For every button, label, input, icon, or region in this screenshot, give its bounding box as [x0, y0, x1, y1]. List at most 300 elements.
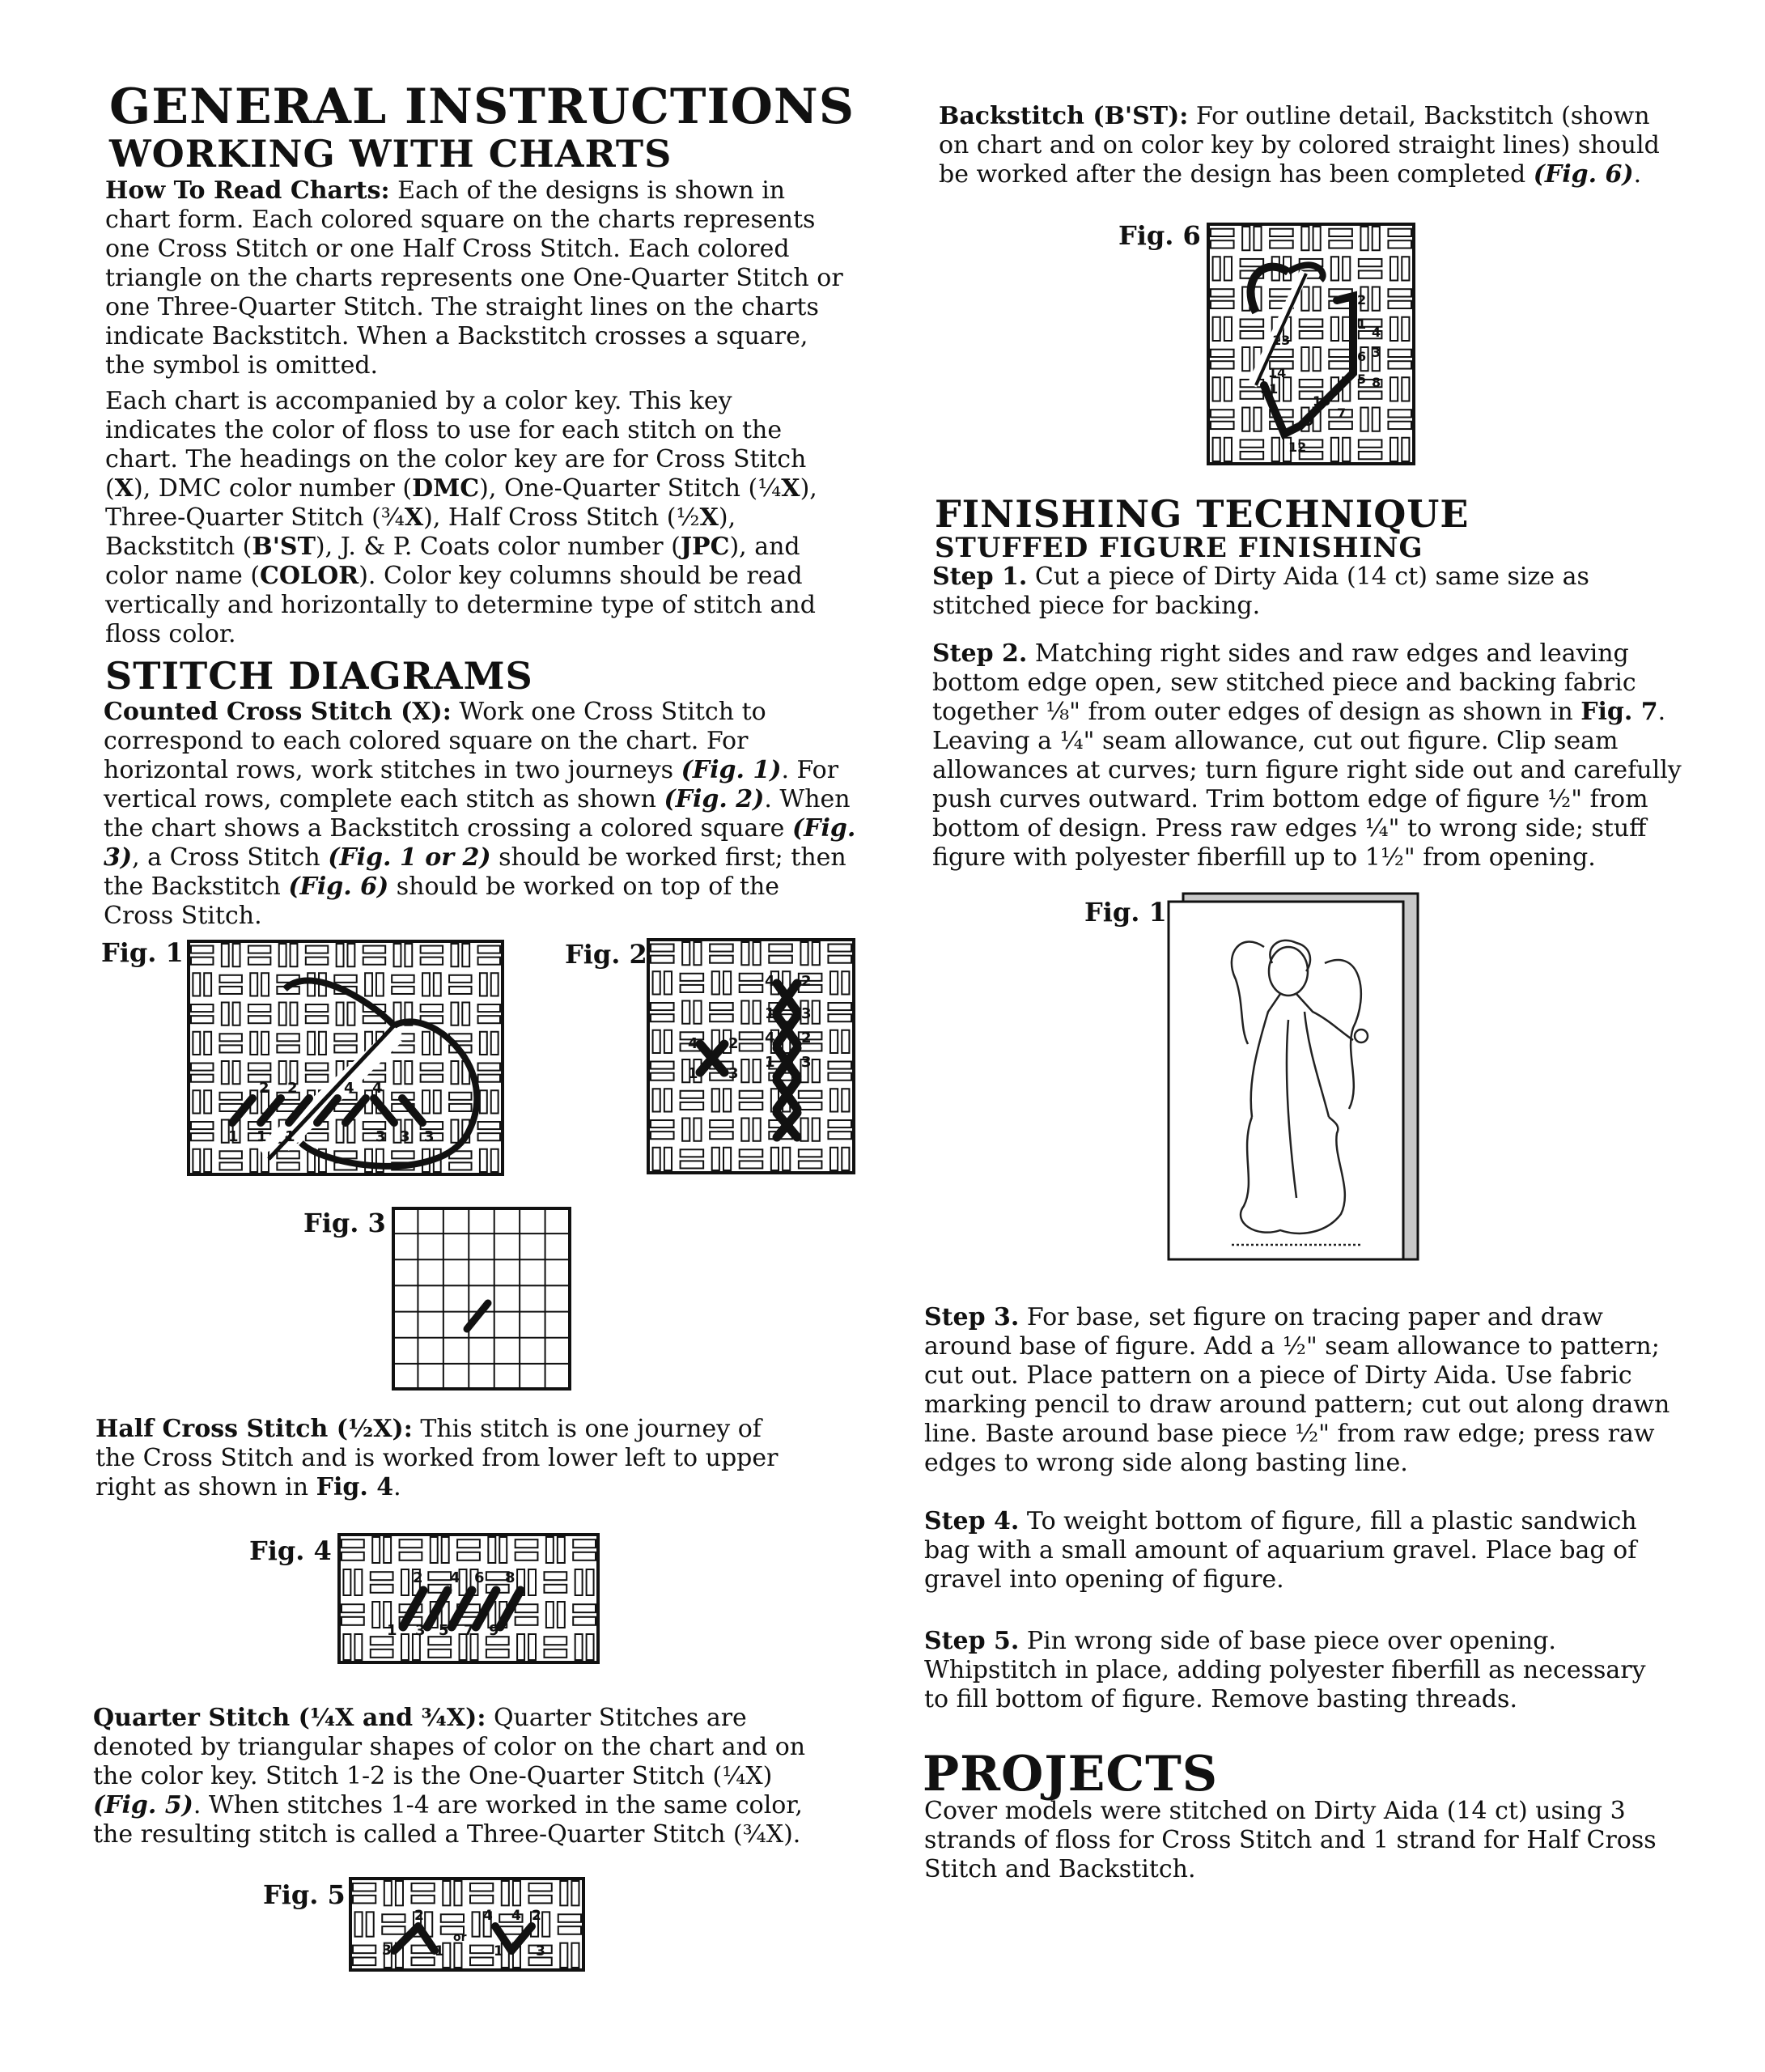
weave-cell	[653, 971, 672, 994]
fig2-num: 3	[801, 1054, 812, 1071]
weave-cell	[279, 944, 298, 966]
weave-cell	[741, 1001, 760, 1024]
weave-cell	[365, 973, 384, 996]
weave-cell	[480, 1032, 499, 1055]
weave-cell	[248, 946, 270, 965]
weave-cell	[451, 944, 469, 966]
weave-cell	[400, 1539, 422, 1560]
weave-cell	[681, 974, 704, 992]
weave-cell	[1388, 350, 1411, 369]
step2-text-1: Matching right sides and raw edges and leaving bottom edge open, sew stitched piece and backing fabric together ⅛" from outer edges of design as shown in	[932, 639, 1636, 726]
weave-cell	[382, 1914, 405, 1934]
fig6-num: 10	[1313, 393, 1331, 409]
stitch-diagrams-heading: STITCH DIAGRAMS	[105, 654, 533, 698]
weave-cell	[421, 1064, 443, 1082]
fig1-label: Fig. 1	[101, 937, 184, 968]
weave-cell	[480, 973, 499, 996]
weave-cell	[558, 1914, 581, 1934]
fig1-finishing-label: Fig. 1	[1084, 897, 1167, 928]
weave-cell	[681, 1091, 704, 1110]
color-key-text-2: ), DMC color number (	[134, 474, 413, 503]
color-key-bold-3: X	[781, 474, 800, 503]
fig1-num: 1	[257, 1128, 267, 1145]
fig4-num: 8	[505, 1569, 515, 1586]
weave-cell	[488, 1537, 507, 1563]
weave-cell	[712, 971, 731, 994]
weave-cell	[544, 1572, 566, 1593]
weave-cell	[422, 1090, 441, 1113]
weave-cell	[353, 1883, 375, 1904]
backstitch-lead: Backstitch (B'ST):	[939, 102, 1189, 130]
counted-ref-4: (Fig. 1 or 2)	[328, 843, 491, 872]
weave-cell	[799, 1091, 822, 1110]
weave-cell	[422, 973, 441, 996]
weave-cell	[830, 1148, 849, 1170]
weave-cell	[1213, 438, 1232, 461]
fig5-num: or	[453, 1931, 467, 1944]
counted-text-6: should be worked on top of the Cross Stitch.	[104, 873, 780, 930]
weave-cell	[308, 1032, 326, 1055]
fig2-num: 4	[765, 973, 775, 990]
fig4-num: 9	[489, 1622, 499, 1639]
weave-cell	[279, 1003, 298, 1025]
weave-cell	[353, 1946, 375, 1966]
backstitch-ref: (Fig. 6)	[1533, 160, 1634, 189]
half-cross-lead: Half Cross Stitch (½X):	[95, 1415, 413, 1443]
weave-cell	[651, 1120, 674, 1139]
weave-cell	[193, 973, 211, 996]
step1-text: Cut a piece of Dirty Aida (14 ct) same size as stitched piece for backing.	[932, 563, 1589, 620]
fig5-num: 3	[536, 1943, 545, 1959]
weave-cell	[1388, 289, 1411, 308]
fig1-num: 4	[372, 1080, 383, 1097]
step4-paragraph	[924, 1507, 1677, 1594]
fig5-num: 2	[532, 1908, 541, 1924]
weave-cell	[681, 1149, 704, 1168]
color-key-bold-4: X	[404, 503, 424, 532]
page-title: GENERAL INSTRUCTIONS	[109, 79, 855, 135]
color-key-bold-1: X	[114, 474, 134, 503]
backstitch-text-1: For outline detail, Backstitch (shown on chart and on color key by colored straight lines) should be worked after the design has been completed	[939, 102, 1660, 189]
weave-cell	[191, 946, 213, 965]
counted-ref-2: (Fig. 2)	[664, 785, 765, 813]
counted-cross-stitch-paragraph	[104, 698, 856, 931]
weave-cell	[1213, 257, 1232, 280]
weave-cell	[478, 1122, 500, 1140]
weave-cell	[653, 1089, 672, 1111]
step5-text: Pin wrong side of base piece over opening. Whipstitch in place, adding polyester fiberfill as necessary to fill bottom of figure. Remove basting threads.	[924, 1627, 1646, 1713]
step4-lead: Step 4.	[924, 1507, 1020, 1535]
fig6-num: 13	[1272, 333, 1291, 348]
weave-cell	[1300, 319, 1323, 338]
weave-cell	[800, 942, 819, 965]
weave-cell	[428, 1637, 451, 1658]
projects-heading: PROJECTS	[923, 1746, 1219, 1802]
weave-cell	[1241, 319, 1264, 338]
weave-cell	[193, 1149, 211, 1172]
weave-cell	[653, 1030, 672, 1053]
fig6-num: 2	[1357, 292, 1367, 308]
weave-cell	[712, 1089, 731, 1111]
quarter-text-2: . When stitches 1-4 are worked in the same color, the resulting stitch is called a Three-Quarter Stitch (¾X).	[93, 1791, 803, 1849]
weave-cell	[478, 1004, 500, 1023]
weave-cell	[1331, 317, 1350, 341]
backstitch-paragraph	[939, 102, 1683, 189]
weave-cell	[741, 942, 760, 965]
working-with-charts-heading: WORKING WITH CHARTS	[109, 132, 672, 176]
weave-cell	[1241, 439, 1264, 459]
weave-cell	[1388, 410, 1411, 429]
fig6-num: 12	[1288, 439, 1307, 455]
weave-cell	[740, 1032, 763, 1051]
step3-lead: Step 3.	[924, 1303, 1020, 1331]
weave-cell	[560, 1943, 579, 1968]
fig2-num: 3	[801, 1005, 812, 1022]
weave-cell	[1301, 287, 1320, 311]
weave-cell	[422, 1032, 441, 1055]
projects-paragraph: Cover models were stitched on Dirty Aida (14 ct) using 3 strands of floss for Cross Stitch and 1 strand for Half Cross Stitch and Backstitch.	[924, 1797, 1657, 1883]
color-key-bold-6: B'ST	[252, 533, 316, 561]
weave-cell	[343, 1634, 362, 1660]
counted-text-2: . For vertical rows, complete each stitch as shown	[104, 756, 839, 813]
fig6-label: Fig. 6	[1118, 220, 1201, 251]
quarter-stitch-paragraph	[93, 1704, 821, 1849]
fig5-num: 2	[414, 1908, 424, 1924]
fig4-num: 5	[439, 1622, 449, 1639]
weave-cell	[250, 973, 269, 996]
step5-paragraph	[924, 1627, 1677, 1714]
weave-cell	[486, 1637, 509, 1658]
weave-cell	[682, 942, 701, 965]
weave-cell	[371, 1572, 393, 1593]
weave-cell	[1301, 227, 1320, 250]
fig4-num: 6	[474, 1569, 485, 1586]
stuffed-figure-heading: STUFFED FIGURE FINISHING	[935, 532, 1423, 564]
color-key-bold-8: COLOR	[260, 562, 359, 590]
weave-cell	[651, 1003, 674, 1021]
weave-cell	[1359, 259, 1382, 278]
color-key-text-1: Each chart is accompanied by a color key. This key indicates the color of floss to use for each stitch on the chart. The headings on the color key are for Cross Stitch (	[105, 387, 807, 503]
weave-cell	[741, 1059, 760, 1082]
weave-cell	[342, 1604, 364, 1625]
fig4-num: 1	[387, 1622, 397, 1639]
color-key-bold-2: DMC	[412, 474, 480, 503]
quarter-lead: Quarter Stitch (¼X and ¾X):	[93, 1704, 486, 1732]
weave-cell	[372, 1537, 391, 1563]
weave-cell	[222, 1003, 240, 1025]
weave-cell	[371, 1637, 393, 1658]
fig1-num: 3	[424, 1128, 435, 1145]
weave-cell	[277, 1034, 299, 1052]
weave-cell	[219, 1034, 241, 1052]
color-key-text-6: ), Backstitch (	[105, 503, 736, 561]
how-to-read-charts-paragraph	[105, 176, 850, 380]
weave-cell	[355, 1912, 374, 1936]
weave-cell	[337, 1003, 355, 1025]
weave-cell	[421, 946, 443, 965]
weave-cell	[560, 1881, 579, 1905]
weave-cell	[830, 1030, 849, 1053]
fig2-label: Fig. 2	[565, 939, 647, 970]
fig1-num: 1	[228, 1128, 239, 1145]
fig2-frame	[648, 940, 854, 1173]
fig1-num: 3	[400, 1128, 410, 1145]
weave-cell	[740, 974, 763, 992]
fig2-num: 4	[688, 1035, 698, 1052]
fig1-num: 2	[287, 1080, 298, 1097]
fig6-num: 8	[1372, 375, 1381, 390]
weave-cell	[478, 1064, 500, 1082]
fig1-num: 4	[344, 1080, 354, 1097]
weave-cell	[219, 975, 241, 994]
fig5-num: 4	[511, 1908, 521, 1924]
weave-cell	[306, 1004, 328, 1023]
step2-paragraph	[932, 639, 1689, 873]
weave-cell	[828, 945, 851, 963]
weave-cell	[222, 1061, 240, 1084]
weave-cell	[443, 1881, 461, 1905]
weave-cell	[1390, 257, 1409, 280]
fig5-num: 1	[494, 1943, 503, 1959]
weave-cell	[710, 1003, 733, 1021]
fig4-num: 4	[450, 1569, 460, 1586]
fig3-label: Fig. 3	[303, 1208, 386, 1238]
weave-cell	[191, 1004, 213, 1023]
weave-cell	[1329, 350, 1352, 369]
weave-cell	[1390, 377, 1409, 401]
fig4-num: 2	[413, 1569, 423, 1586]
quarter-ref: (Fig. 5)	[93, 1791, 193, 1819]
backstitch-text-2: .	[1633, 160, 1642, 189]
step3-text: For base, set figure on tracing paper and draw around base of figure. Add a ½" seam allowance to pattern; cut out. Place pattern on a piece of Dirty Aida. Use fabric marking pencil to draw around pattern; cut out along drawn line. Baste around base piece ½" from raw edge; press raw edges to wrong side along basting line.	[924, 1303, 1670, 1477]
color-key-text-3: ), One-Quarter Stitch (¼	[479, 474, 782, 503]
weave-cell	[470, 1946, 493, 1966]
weave-cell	[478, 946, 500, 965]
weave-cell	[1331, 438, 1350, 461]
fig6-num: 4	[1372, 325, 1381, 340]
weave-cell	[1213, 377, 1232, 401]
color-key-text-9: ). Color key columns should be read vertically and horizontally to determine type of stitch and floss color.	[105, 562, 816, 648]
fig5-label: Fig. 5	[263, 1879, 346, 1910]
fig1-num: 2	[259, 1080, 269, 1097]
fig1-finished-figure-illustration	[1167, 890, 1422, 1263]
weave-cell	[682, 1119, 701, 1141]
how-to-read-charts-text: Each of the designs is shown in chart form. Each colored square on the charts represents one Cross Stitch or one Half Cross Stitch. Each colored triangle on the charts represents one One-Quarter Stitch or one Three-Quarter Stitch. The straight lines on the charts indicate Backstitch. When a Backstitch crosses a square, the symbol is omitted.	[105, 176, 843, 380]
weave-cell	[384, 1881, 403, 1905]
weave-cell	[515, 1539, 538, 1560]
weave-cell	[1359, 439, 1382, 459]
weave-cell	[517, 1634, 536, 1660]
weave-cell	[771, 1148, 790, 1170]
color-key-text-5: ), Half Cross Stitch (½	[423, 503, 700, 532]
weave-cell	[449, 1093, 471, 1111]
fig6-num: 3	[1372, 345, 1381, 360]
fig6-num: 9	[1305, 414, 1314, 429]
fig4-num: 7	[464, 1622, 474, 1639]
step3-paragraph	[924, 1303, 1693, 1478]
fig1-num: 3	[375, 1128, 386, 1145]
weave-cell	[740, 1149, 763, 1168]
weave-cell	[830, 1089, 849, 1111]
weave-cell	[250, 1032, 269, 1055]
counted-ref-5: (Fig. 6)	[288, 873, 389, 901]
fig5-num: 4	[483, 1908, 493, 1924]
fig6-num: 7	[1337, 405, 1347, 421]
weave-cell	[515, 1604, 538, 1625]
step2-ref: Fig. 7	[1580, 698, 1658, 726]
weave-cell	[219, 1151, 241, 1170]
fig5-num: 3	[382, 1942, 392, 1959]
fig6-num: 14	[1268, 365, 1287, 380]
counted-text-5: should be worked first; then the Backstitch	[104, 843, 846, 901]
step1-lead: Step 1.	[932, 563, 1028, 591]
fig2-vertical-cross-stitch-diagram	[647, 939, 855, 1174]
weave-cell	[800, 1119, 819, 1141]
weave-cell	[710, 1120, 733, 1139]
weave-cell	[480, 1090, 499, 1113]
weave-cell	[412, 1883, 435, 1904]
weave-cell	[191, 1064, 213, 1082]
color-key-text-7: ), J. & P. Coats color number (	[315, 533, 681, 561]
weave-cell	[502, 1881, 520, 1905]
weave-cell	[1360, 408, 1379, 431]
fig4-label: Fig. 4	[249, 1535, 332, 1566]
counted-text-1: Work one Cross Stitch to correspond to each colored square on the chart. For horizontal rows, work stitches in two journeys	[104, 698, 766, 784]
fig6-backstitch-diagram	[1207, 223, 1415, 465]
weave-cell	[546, 1602, 565, 1628]
weave-cell	[191, 1122, 213, 1140]
weave-cell	[1211, 410, 1234, 429]
weave-cell	[394, 944, 413, 966]
fig2-num: 1	[765, 1005, 775, 1022]
step4-text: To weight bottom of figure, fill a plastic sandwich bag with a small amount of aquarium gravel. Place bag of gravel into opening of figure.	[924, 1507, 1637, 1594]
fig2-num: 2	[728, 1035, 739, 1052]
half-cross-text-1: This stitch is one journey of the Cross Stitch and is worked from lower left to upper right as shown in	[95, 1415, 779, 1501]
color-key-text-4: ), Three-Quarter Stitch (¾	[105, 474, 817, 532]
weave-cell	[193, 1032, 211, 1055]
weave-cell	[337, 944, 355, 966]
weave-cell	[1390, 317, 1409, 341]
weave-cell	[334, 1034, 356, 1052]
weave-cell	[828, 1062, 851, 1081]
counted-cross-stitch-lead: Counted Cross Stitch (X):	[104, 698, 452, 726]
fig2-weave	[651, 942, 851, 1170]
weave-cell	[544, 1637, 566, 1658]
weave-cell	[222, 944, 240, 966]
weave-cell	[741, 1119, 760, 1141]
weave-cell	[573, 1604, 596, 1625]
weave-cell	[363, 946, 385, 965]
weave-cell	[193, 1090, 211, 1113]
step1-paragraph	[932, 563, 1685, 621]
weave-cell	[449, 975, 471, 994]
weave-cell	[1329, 229, 1352, 248]
color-key-paragraph	[105, 387, 850, 649]
weave-cell	[740, 1091, 763, 1110]
weave-cell	[769, 945, 792, 963]
weave-cell	[306, 946, 328, 965]
fig6-num: 5	[1357, 372, 1367, 387]
step2-lead: Step 2.	[932, 639, 1028, 668]
color-key-bold-5: X	[699, 503, 719, 532]
weave-cell	[1211, 229, 1234, 248]
fig5-num: 1	[435, 1943, 444, 1959]
counted-ref-1: (Fig. 1)	[681, 756, 782, 784]
fig2-num: 1	[765, 1054, 775, 1071]
weave-cell	[710, 945, 733, 963]
fig3-grid-diagram	[392, 1208, 571, 1390]
weave-cell	[219, 1093, 241, 1111]
fig2-num: 2	[801, 973, 812, 990]
fig3-grid	[392, 1208, 571, 1390]
weave-cell	[1242, 227, 1261, 250]
how-to-read-charts-lead: How To Read Charts:	[105, 176, 390, 205]
weave-cell	[828, 1120, 851, 1139]
fig2-num: 3	[728, 1065, 739, 1082]
weave-cell	[1270, 229, 1293, 248]
fig4-num: 3	[415, 1622, 426, 1639]
weave-cell	[1213, 317, 1232, 341]
fig1-cross-stitch-diagram	[188, 940, 503, 1175]
weave-cell	[575, 1569, 594, 1595]
weave-cell	[443, 1943, 461, 1968]
step5-lead: Step 5.	[924, 1627, 1020, 1655]
fig2-num: 4	[765, 1030, 775, 1047]
fig4-half-cross-stitch-diagram	[338, 1534, 599, 1663]
weave-cell	[828, 1003, 851, 1021]
color-key-bold-7: JPC	[680, 533, 730, 561]
weave-cell	[277, 1151, 299, 1170]
half-cross-text-2: .	[393, 1473, 401, 1501]
weave-cell	[573, 1539, 596, 1560]
fig3-backstitch	[467, 1303, 488, 1329]
counted-text-3: . When the chart shows a Backstitch crossing a colored square	[104, 785, 851, 843]
finishing-technique-heading: FINISHING TECHNIQUE	[935, 492, 1470, 536]
weave-cell	[546, 1537, 565, 1563]
fig6-num: 6	[1357, 349, 1367, 364]
half-cross-ref: Fig. 4	[316, 1473, 394, 1501]
weave-cell	[653, 1148, 672, 1170]
counted-text-4: , a Cross Stitch	[132, 843, 320, 872]
weave-cell	[651, 945, 674, 963]
weave-cell	[1211, 289, 1234, 308]
fig6-num: 11	[1260, 381, 1279, 397]
weave-cell	[529, 1883, 552, 1904]
weave-cell	[421, 1004, 443, 1023]
weave-cell	[682, 1001, 701, 1024]
weave-cell	[394, 1061, 413, 1084]
weave-cell	[1360, 227, 1379, 250]
fig2-num: 2	[801, 1030, 812, 1047]
weave-cell	[392, 975, 414, 994]
weave-cell	[1331, 257, 1350, 280]
weave-cell	[343, 1569, 362, 1595]
quarter-text-1: Quarter Stitches are denoted by triangular shapes of color on the chart and on the color key. Stitch 1-2 is the One-Quarter Stitch (¼X)	[93, 1704, 806, 1790]
weave-cell	[1211, 350, 1234, 369]
weave-cell	[451, 1003, 469, 1025]
weave-cell	[342, 1539, 364, 1560]
weave-cell	[1242, 408, 1261, 431]
half-cross-stitch-paragraph	[95, 1415, 808, 1502]
weave-cell	[651, 1062, 674, 1081]
weave-cell	[575, 1634, 594, 1660]
fig6-num: 1	[1357, 316, 1367, 332]
weave-cell	[306, 1064, 328, 1082]
fig2-num: 1	[688, 1065, 698, 1082]
counted-ref-3: (Fig. 3)	[104, 814, 856, 872]
weave-cell	[1301, 347, 1320, 371]
fig5-quarter-stitch-diagram	[350, 1878, 584, 1971]
